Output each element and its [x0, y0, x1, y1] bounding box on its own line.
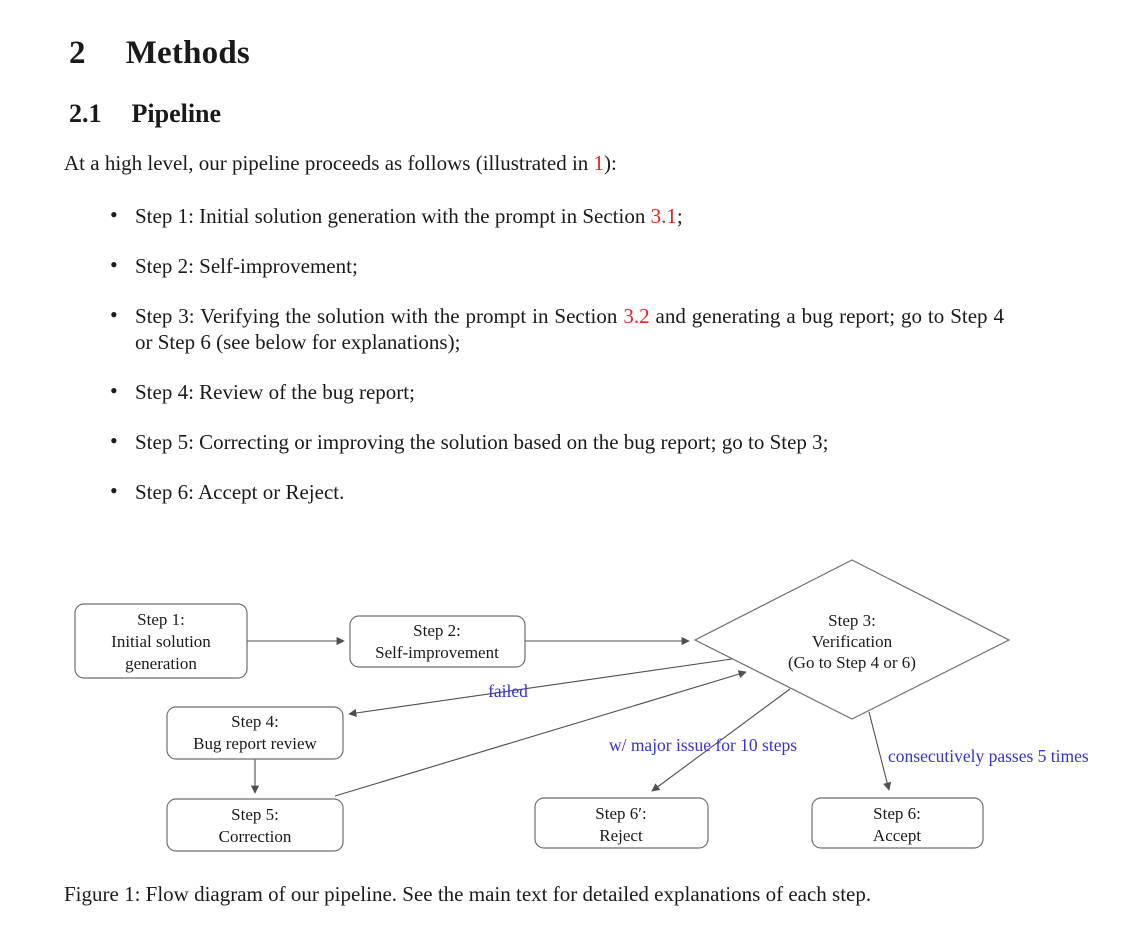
step4-label-line2: Bug report review	[193, 734, 317, 753]
step3-label-line2: Verification	[811, 632, 893, 651]
step1-label-line3: generation	[125, 654, 197, 673]
intro-text: At a high level, our pipeline proceeds as follows (illustrated in	[64, 151, 594, 175]
section-title: Methods	[125, 35, 250, 71]
step3-label-line1: Step 3:	[828, 611, 876, 630]
edge-step5-to-step3	[335, 672, 746, 796]
step5-label-line2: Correction	[218, 827, 292, 846]
figure-ref-link[interactable]: 1	[593, 151, 605, 175]
step-6-text: Step 6: Accept or Reject.	[135, 480, 345, 504]
step2-label-line2: Self-improvement	[375, 643, 499, 662]
step-1-text: Step 1: Initial solution generation with the prompt in Section	[135, 204, 651, 228]
step-5-text: Step 5: Correcting or improving the solution based on the bug report; go to Step 3;	[135, 430, 829, 454]
step-3-text-after: and generating a bug report; go to Step 4 or Step 6 (see below for explanations);	[135, 304, 1004, 354]
step1-label-line2: Initial solution	[111, 632, 211, 651]
step6-prime-label-line1: Step 6′:	[595, 804, 647, 823]
figure-caption: Figure 1: Flow diagram of our pipeline. See the main text for detailed explanations of each step.	[64, 882, 872, 906]
section-ref-link[interactable]: 3.1	[650, 204, 677, 228]
step3-label-line3: (Go to Step 4 or 6)	[788, 653, 916, 672]
subsection-number: 2.1	[69, 99, 102, 128]
step2-label-line1: Step 2:	[413, 621, 461, 640]
node-step3-diamond	[695, 560, 1009, 719]
edge-step3-to-accept	[869, 712, 889, 790]
step-2-text: Step 2: Self-improvement;	[135, 254, 358, 278]
edge-label-failed: failed	[488, 681, 528, 701]
step6-prime-label-line2: Reject	[599, 826, 643, 845]
step1-label-line1: Step 1:	[137, 610, 185, 629]
node-step2	[350, 616, 525, 667]
step5-label-line1: Step 5:	[231, 805, 279, 824]
section-number: 2	[69, 35, 86, 71]
step6-label-line2: Accept	[872, 826, 922, 845]
step-3-text: Step 3: Verifying the solution with the prompt in Section	[135, 304, 624, 328]
edge-label-major-issue: w/ major issue for 10 steps	[608, 735, 798, 755]
step6-label-line1: Step 6:	[873, 804, 921, 823]
step4-label-line1: Step 4:	[231, 712, 279, 731]
intro-text-after: ):	[604, 151, 617, 175]
step-4-text: Step 4: Review of the bug report;	[135, 380, 415, 404]
section-ref-link[interactable]: 3.2	[623, 304, 650, 328]
node-step4	[167, 707, 343, 759]
edge-label-passes: consecutively passes 5 times	[888, 746, 1089, 766]
node-step6	[812, 798, 983, 848]
step-1-text-after: ;	[676, 204, 683, 228]
node-step5	[167, 799, 343, 851]
node-step6-prime	[535, 798, 708, 848]
subsection-title: Pipeline	[131, 99, 222, 128]
node-step1	[75, 604, 247, 678]
